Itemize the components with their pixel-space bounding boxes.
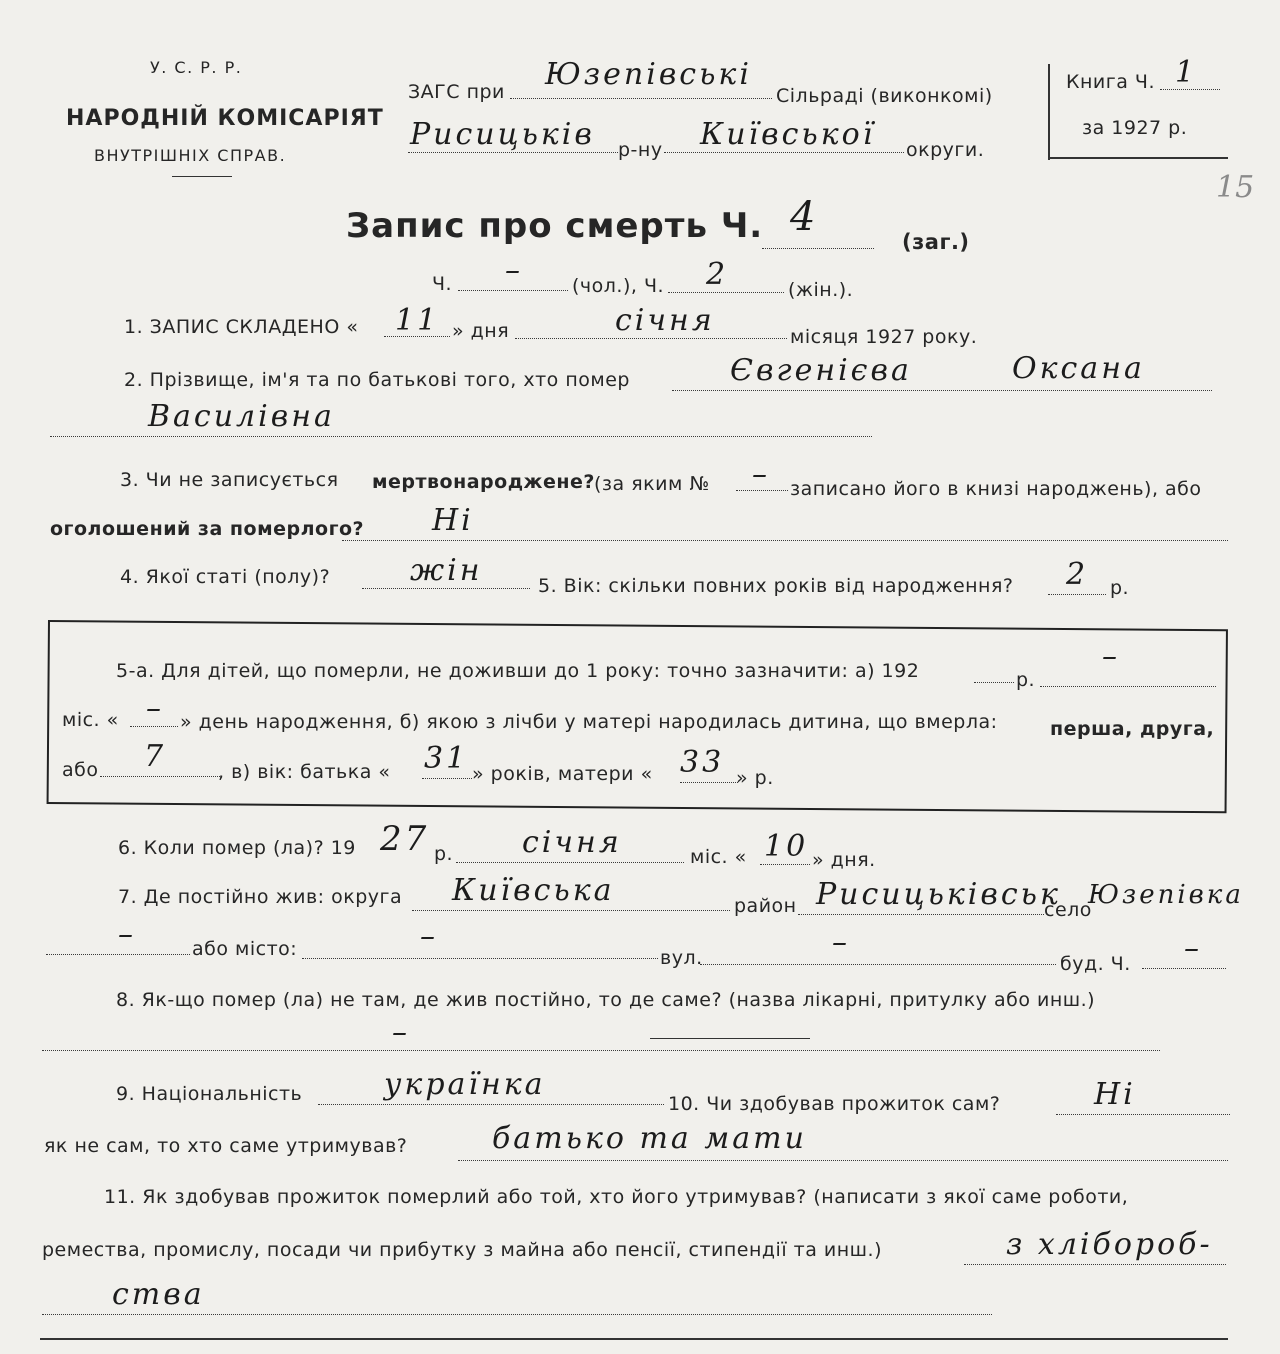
q7-dash-4: –	[1184, 931, 1202, 966]
q1-month: січня	[615, 303, 715, 338]
q3-declared-dead: оголошений за померлого?	[50, 518, 365, 540]
q6-label: 6. Коли помер (ла)? 19	[118, 837, 356, 859]
bottom-rule	[40, 1338, 1228, 1340]
okrug-value: Київської	[700, 117, 876, 152]
q3-no: –	[752, 457, 770, 492]
q7-okrug-line	[412, 910, 730, 911]
q3-stillborn: мертвонароджене?	[372, 471, 595, 493]
q5a-mid3: » років, матери «	[472, 763, 653, 785]
q3-end: записано його в книзі народжень), або	[790, 478, 1202, 500]
q7-selo-label: село	[1044, 899, 1092, 921]
q7-rayon-line	[798, 914, 1044, 915]
q10b-answer: батько та мати	[492, 1121, 807, 1156]
q6-month-line	[456, 862, 684, 863]
zags-prefix: ЗАГС при	[408, 81, 505, 103]
q5a-mother-line	[680, 782, 738, 783]
zags-village-value: Юзепівські	[545, 57, 752, 92]
q6-year: 27	[380, 819, 430, 859]
q5-label: 5. Вік: скільки повних років від народження?	[538, 575, 1014, 597]
q3-answer: Ні	[432, 503, 474, 538]
district-line	[408, 152, 618, 153]
q8-line	[42, 1050, 1160, 1051]
q7-rayon-label: район	[734, 895, 797, 917]
book-year: за 1927 р.	[1082, 117, 1188, 139]
book-box-bottom	[1048, 157, 1228, 159]
department-label: ВНУТРІШНІХ СПРАВ.	[94, 146, 287, 165]
q5a-line2: » день народження, б) якою з лічби у матері народилась дитина, що вмерла:	[180, 711, 998, 733]
q5a-month-dash: –	[1102, 639, 1120, 674]
q7-rayon: Рисицьківськ	[816, 877, 1061, 912]
q5a-father: 31	[424, 741, 469, 776]
q5a-line1: 5-а. Для дітей, що померли, не доживши до 1 року: точно зазначити: а) 192	[116, 660, 920, 682]
q10b-line	[458, 1160, 1228, 1161]
q5-line	[1048, 594, 1106, 595]
q4-label: 4. Якої статі (полу)?	[120, 566, 331, 588]
q5a-father-line	[422, 778, 472, 779]
q6-mis: міс. «	[690, 846, 747, 868]
q7-bud-line	[1142, 968, 1226, 969]
q5a-day-line	[130, 726, 178, 727]
q7-dash-1: –	[118, 917, 136, 952]
q1-month-line	[515, 338, 787, 339]
corner-mark: 15	[1216, 170, 1255, 205]
okrug-line	[664, 152, 904, 153]
q7-label: 7. Де постійно жив: округа	[118, 886, 403, 908]
q3-label: 3. Чи не записується	[120, 469, 339, 491]
q1-end: місяця 1927 року.	[790, 326, 978, 348]
q5-answer: 2	[1066, 557, 1089, 592]
q5a-month-line	[1040, 686, 1216, 687]
q1-label: 1. ЗАПИС СКЛАДЕНО «	[124, 316, 359, 338]
q5a-order: 7	[144, 739, 167, 774]
q10-answer: Ні	[1094, 1077, 1136, 1112]
q5a-day-dash: –	[146, 691, 164, 726]
q10b-label: як не сам, то хто саме утримував?	[44, 1135, 408, 1157]
q8-label: 8. Як-що помер (ла) не там, де жив постійно, то де саме? (назва лікарні, притулку або инш.)	[116, 989, 1096, 1011]
q9-answer: українка	[384, 1067, 546, 1102]
q2-surname: Євгенієва	[730, 353, 912, 388]
header-divider	[172, 176, 232, 177]
q7-line-a	[46, 954, 190, 955]
male-line	[458, 290, 568, 291]
q2-name: Оксана	[1012, 351, 1145, 386]
book-number: 1	[1175, 55, 1198, 90]
female-label: (жін.).	[788, 279, 854, 301]
q11-line2: ремества, промислу, посади чи прибутку з майна або пенсії, стипендії та инш.)	[42, 1239, 883, 1261]
q5a-abo: або	[62, 759, 99, 781]
q11-line1: 11. Як здобував прожиток померлий або той, хто його утримував? (написати з якої саме роботи,	[104, 1186, 1129, 1208]
q5a-line3: , в) вік: батька «	[218, 761, 391, 783]
book-label: Книга Ч.	[1066, 71, 1155, 93]
q8-dash-1: –	[392, 1015, 410, 1050]
district-label: р-ну	[618, 139, 663, 161]
q6-month: січня	[522, 825, 622, 860]
q11-line-a	[964, 1264, 1226, 1265]
q4-line	[362, 588, 530, 589]
record-title: Запис про смерть Ч.	[346, 206, 764, 246]
q6-end: » дня.	[812, 849, 876, 871]
q7-selo: Юзепівка	[1088, 880, 1244, 910]
q1-mid: » дня	[452, 320, 510, 342]
zags-village-line	[510, 98, 772, 99]
q10-line	[1056, 1114, 1230, 1115]
q6-r: р.	[434, 843, 454, 865]
record-number-line	[762, 248, 874, 249]
q5a-mis: міс. «	[62, 709, 119, 731]
q6-day-line	[760, 864, 810, 865]
book-number-line	[1160, 89, 1220, 90]
okrug-label: округи.	[906, 139, 985, 161]
q7-dash-3: –	[832, 925, 850, 960]
male-value: –	[505, 253, 523, 288]
q7-street-line	[700, 964, 1056, 965]
male-prefix: Ч.	[432, 273, 453, 295]
q5a-first-second: перша, друга,	[1050, 718, 1215, 740]
q5a-year-line	[974, 682, 1014, 683]
q2-line-1	[672, 390, 1212, 391]
ussr-label: У. С. Р. Р.	[150, 58, 243, 77]
q5a-r: р.	[1016, 669, 1036, 691]
q7-bud: буд. Ч.	[1060, 953, 1131, 975]
q5a-mother: 33	[680, 745, 725, 780]
book-box-left	[1048, 64, 1050, 160]
female-line	[668, 292, 784, 293]
q7-okrug: Київська	[452, 873, 615, 908]
q10-label: 10. Чи здобував прожиток сам?	[668, 1093, 1001, 1115]
q5a-end3: » р.	[736, 767, 774, 789]
q7-vul: вул.	[660, 947, 703, 969]
q7-city-label: або місто:	[192, 938, 298, 960]
q2-patronymic: Василівна	[148, 399, 335, 434]
q2-line-2	[50, 436, 872, 437]
q7-dash-2: –	[420, 919, 438, 954]
q3-mid: (за яким №	[594, 473, 710, 495]
q5-unit: р.	[1110, 577, 1130, 599]
q7-city-line	[302, 958, 658, 959]
q8-dash-2	[650, 1038, 810, 1039]
q6-day: 10	[764, 829, 809, 864]
q11-answer-2: ства	[112, 1277, 205, 1312]
q9-label: 9. Національність	[116, 1083, 303, 1105]
general-label: (заг.)	[902, 230, 970, 254]
q5a-order-line	[100, 776, 220, 777]
female-value: 2	[706, 257, 729, 292]
record-number: 4	[790, 194, 819, 240]
q11-answer-1: з хлібороб-	[1006, 1227, 1213, 1262]
q9-line	[318, 1104, 664, 1105]
q4-answer: жін	[410, 553, 483, 588]
q11-line-b	[42, 1314, 992, 1315]
zags-suffix: Сільраді (виконкомі)	[776, 85, 993, 107]
male-label: (чол.), Ч.	[572, 275, 665, 297]
district-value: Рисицьків	[410, 117, 595, 152]
q3-answer-line	[342, 540, 1228, 541]
commissariat-title: НАРОДНІЙ КОМІСАРІЯТ	[66, 106, 384, 131]
q1-day: 11	[395, 303, 440, 338]
q2-label: 2. Прізвище, ім'я та по батькові того, хто помер	[124, 369, 630, 391]
